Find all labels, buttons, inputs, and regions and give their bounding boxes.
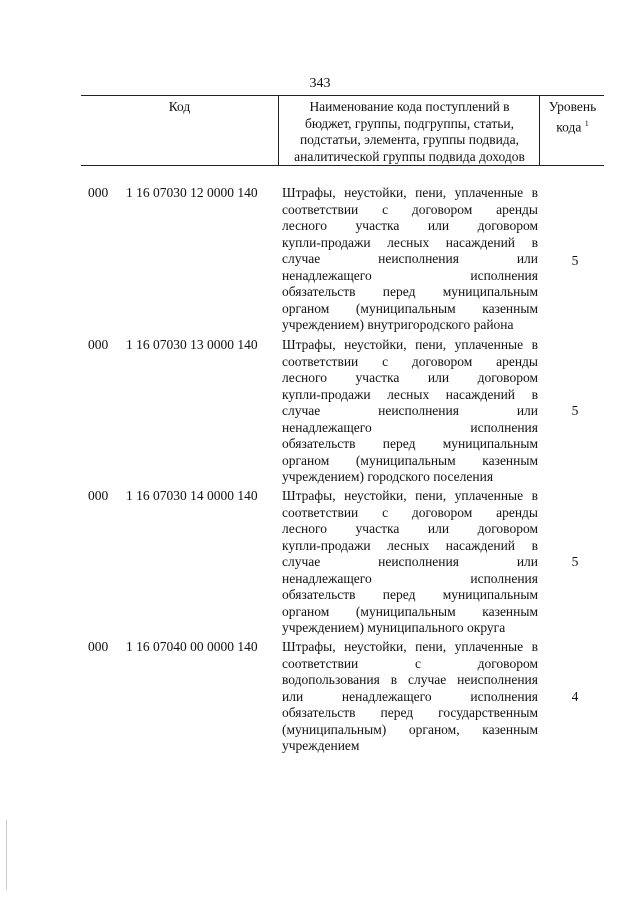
description-line: лесного участка или договором xyxy=(282,370,538,385)
description-line: обязательств перед государственным xyxy=(282,705,538,720)
description-line: или ненадлежащего исполнения xyxy=(282,688,538,704)
description-line: учреждением xyxy=(282,738,360,753)
revenue-code: 1 16 07030 12 0000 140 xyxy=(126,185,258,200)
description-line: купли-продажи лесных насаждений в xyxy=(282,234,538,250)
code-level: 5 xyxy=(571,554,579,569)
description-line: купли-продажи лесных насаждений в xyxy=(282,386,538,402)
header-name-line: Наименование кода поступлений в xyxy=(309,99,510,114)
table-header xyxy=(81,95,604,166)
description-line: случае неисполнения или xyxy=(282,554,538,569)
description-line: лесного участка или договором xyxy=(282,521,538,536)
row-description xyxy=(282,488,538,637)
header-level-footnote: 1 xyxy=(584,118,589,128)
header-name xyxy=(280,96,540,165)
description-line: купли-продажи лесных насаждений в xyxy=(282,537,538,553)
code-level: 5 xyxy=(571,403,579,418)
description-line: ненадлежащего исполнения xyxy=(282,570,538,586)
description-line: учреждением) муниципального округа xyxy=(282,620,506,635)
admin-code: 000 xyxy=(88,488,109,503)
header-level xyxy=(541,96,604,165)
row-description xyxy=(282,185,538,334)
description-line: случае неисполнения или xyxy=(282,251,538,266)
header-code: Код xyxy=(81,96,279,165)
scan-edge-mark xyxy=(6,820,7,890)
row-description xyxy=(282,337,538,486)
page-number: 343 xyxy=(309,76,331,91)
description-line: соответствии с договором аренды xyxy=(282,201,538,217)
revenue-code: 1 16 07030 14 0000 140 xyxy=(126,488,258,503)
description-line: водопользования в случае неисполнения xyxy=(282,672,538,687)
description-line: Штрафы, неустойки, пени, уплаченные в xyxy=(282,337,538,352)
description-line: соответствии с договором аренды xyxy=(282,353,538,369)
revenue-code: 1 16 07030 13 0000 140 xyxy=(126,337,258,352)
code-level: 5 xyxy=(571,253,579,268)
header-name-line: подстатьи, элемента, группы подвида, xyxy=(299,132,520,147)
description-line: случае неисполнения или xyxy=(282,403,538,418)
code-level: 4 xyxy=(571,689,579,704)
description-line: соответствии с договором аренды xyxy=(282,504,538,520)
description-line: учреждением) внутригородского района xyxy=(282,317,514,332)
header-level-line1: Уровень xyxy=(548,99,597,114)
description-line: Штрафы, неустойки, пени, уплаченные в xyxy=(282,639,538,654)
admin-code: 000 xyxy=(88,639,109,654)
description-line: органом (муниципальным казенным xyxy=(282,603,538,619)
description-line: (муниципальным) органом, казенным xyxy=(282,721,538,737)
admin-code: 000 xyxy=(88,337,109,352)
description-line: соответствии с договором xyxy=(282,655,538,671)
description-line: Штрафы, неустойки, пени, уплаченные в xyxy=(282,488,538,503)
revenue-code: 1 16 07040 00 0000 140 xyxy=(126,639,258,654)
header-name-line: бюджет, группы, подгруппы, статьи, xyxy=(305,115,514,131)
row-description xyxy=(282,639,538,755)
description-line: обязательств перед муниципальным xyxy=(282,436,538,451)
description-line: органом (муниципальным казенным xyxy=(282,452,538,468)
description-line: ненадлежащего исполнения xyxy=(282,267,538,283)
description-line: обязательств перед муниципальным xyxy=(282,587,538,602)
admin-code: 000 xyxy=(88,185,109,200)
header-name-line: аналитической группы подвида доходов xyxy=(294,148,525,164)
header-level-line2: кода xyxy=(556,119,582,134)
description-line: обязательств перед муниципальным xyxy=(282,284,538,299)
description-line: Штрафы, неустойки, пени, уплаченные в xyxy=(282,185,538,200)
description-line: учреждением) городского поселения xyxy=(282,469,494,484)
description-line: органом (муниципальным казенным xyxy=(282,300,538,316)
description-line: ненадлежащего исполнения xyxy=(282,419,538,435)
description-line: лесного участка или договором xyxy=(282,218,538,233)
